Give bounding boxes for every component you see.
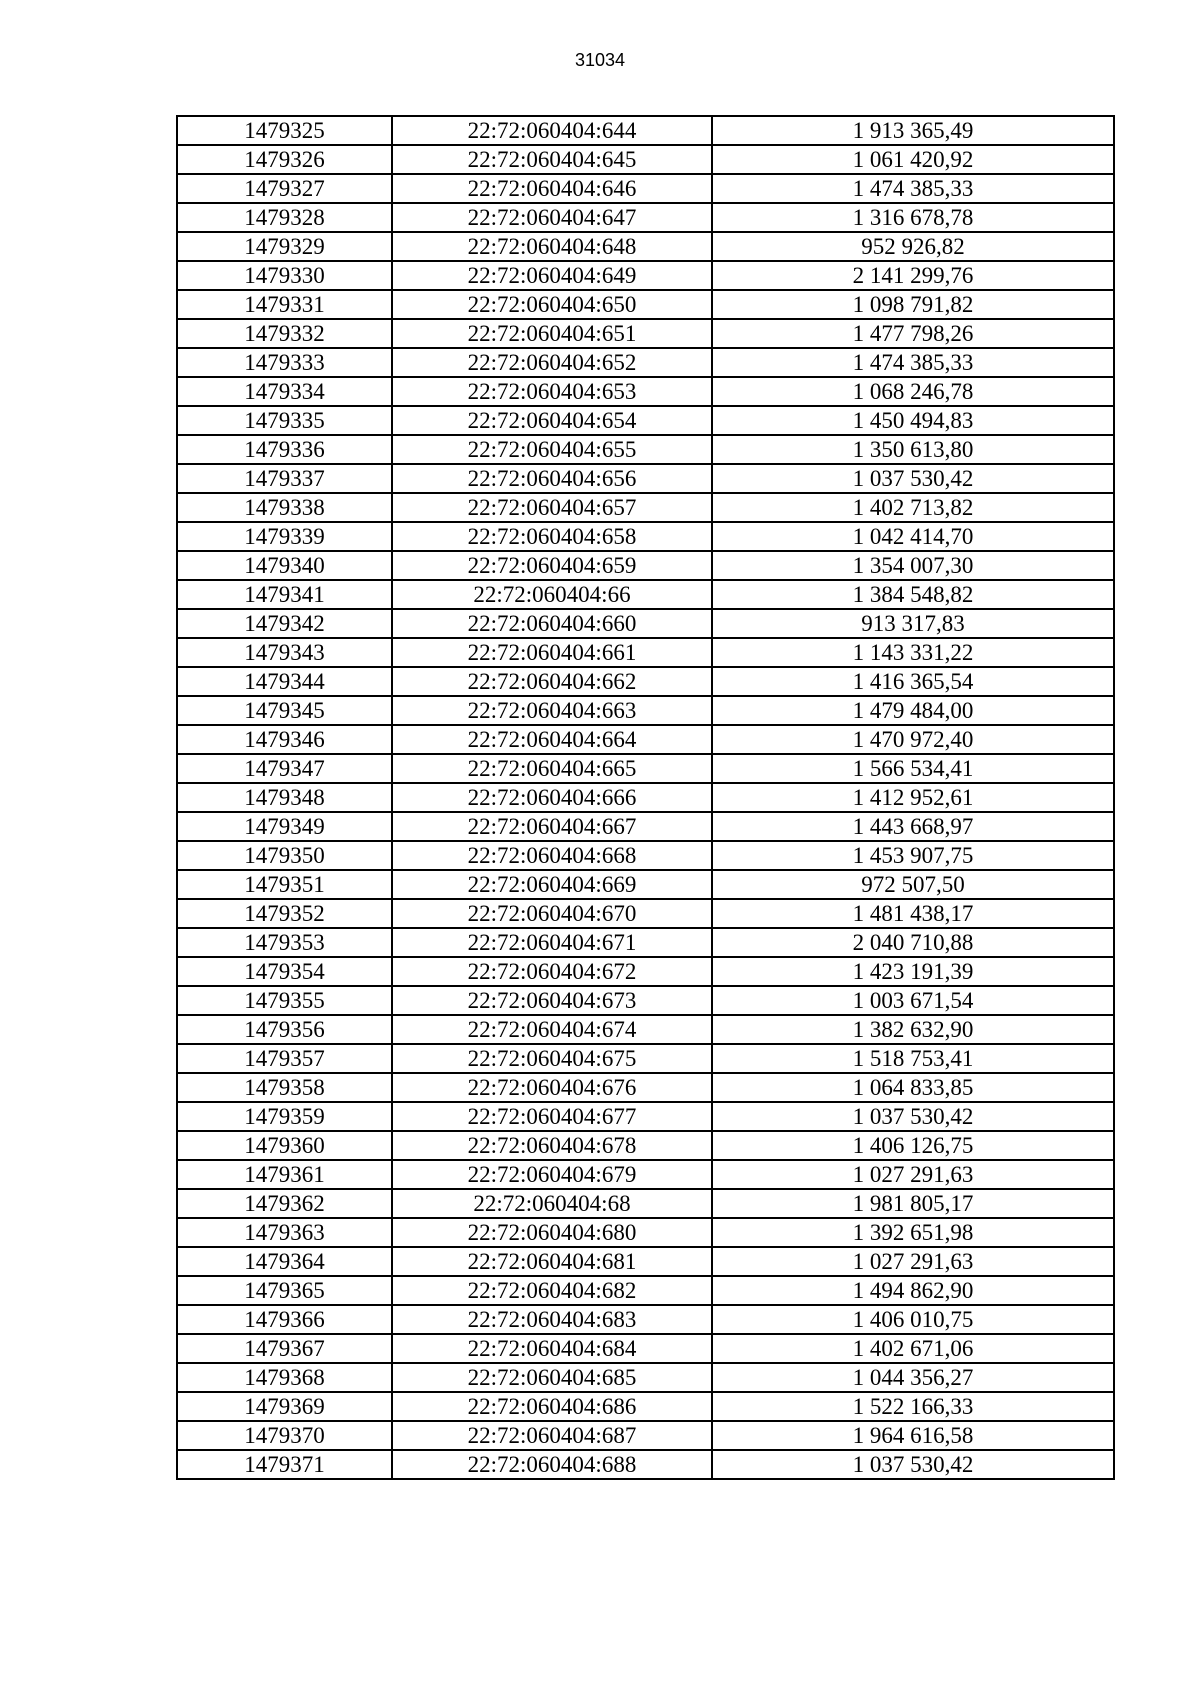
cadastral-number-cell: 22:72:060404:675 <box>392 1044 712 1073</box>
value-cell: 1 316 678,78 <box>712 203 1114 232</box>
record-id-cell: 1479339 <box>177 522 392 551</box>
cadastral-number-cell: 22:72:060404:676 <box>392 1073 712 1102</box>
table-row <box>177 1247 1114 1276</box>
table-row <box>177 1073 1114 1102</box>
table-row <box>177 406 1114 435</box>
record-id-cell: 1479363 <box>177 1218 392 1247</box>
table-row <box>177 1131 1114 1160</box>
record-id-cell: 1479334 <box>177 377 392 406</box>
record-id-cell: 1479348 <box>177 783 392 812</box>
value-cell: 1 481 438,17 <box>712 899 1114 928</box>
table-row <box>177 580 1114 609</box>
record-id-cell: 1479336 <box>177 435 392 464</box>
table-row <box>177 1305 1114 1334</box>
record-id-cell: 1479365 <box>177 1276 392 1305</box>
value-cell: 1 416 365,54 <box>712 667 1114 696</box>
record-id-cell: 1479338 <box>177 493 392 522</box>
table-row <box>177 725 1114 754</box>
cadastral-number-cell: 22:72:060404:644 <box>392 116 712 145</box>
cadastral-number-cell: 22:72:060404:666 <box>392 783 712 812</box>
value-cell: 2 040 710,88 <box>712 928 1114 957</box>
value-cell: 1 068 246,78 <box>712 377 1114 406</box>
record-id-cell: 1479351 <box>177 870 392 899</box>
table-row <box>177 783 1114 812</box>
value-cell: 1 350 613,80 <box>712 435 1114 464</box>
value-cell: 1 443 668,97 <box>712 812 1114 841</box>
record-id-cell: 1479355 <box>177 986 392 1015</box>
cadastral-number-cell: 22:72:060404:654 <box>392 406 712 435</box>
cadastral-number-cell: 22:72:060404:68 <box>392 1189 712 1218</box>
table-row <box>177 348 1114 377</box>
record-id-cell: 1479329 <box>177 232 392 261</box>
cadastral-number-cell: 22:72:060404:687 <box>392 1421 712 1450</box>
value-cell: 1 423 191,39 <box>712 957 1114 986</box>
cadastral-number-cell: 22:72:060404:684 <box>392 1334 712 1363</box>
record-id-cell: 1479342 <box>177 609 392 638</box>
value-cell: 1 412 952,61 <box>712 783 1114 812</box>
table-row <box>177 609 1114 638</box>
value-cell: 1 037 530,42 <box>712 1450 1114 1479</box>
cadastral-number-cell: 22:72:060404:649 <box>392 261 712 290</box>
cadastral-number-cell: 22:72:060404:669 <box>392 870 712 899</box>
cadastral-number-cell: 22:72:060404:647 <box>392 203 712 232</box>
cadastral-number-cell: 22:72:060404:688 <box>392 1450 712 1479</box>
cadastral-number-cell: 22:72:060404:680 <box>392 1218 712 1247</box>
table-row <box>177 696 1114 725</box>
cadastral-number-cell: 22:72:060404:670 <box>392 899 712 928</box>
value-cell: 1 402 671,06 <box>712 1334 1114 1363</box>
record-id-cell: 1479349 <box>177 812 392 841</box>
table-row <box>177 899 1114 928</box>
cadastral-number-cell: 22:72:060404:656 <box>392 464 712 493</box>
value-cell: 972 507,50 <box>712 870 1114 899</box>
record-id-cell: 1479330 <box>177 261 392 290</box>
cadastral-number-cell: 22:72:060404:674 <box>392 1015 712 1044</box>
value-cell: 1 392 651,98 <box>712 1218 1114 1247</box>
table-row <box>177 986 1114 1015</box>
record-id-cell: 1479352 <box>177 899 392 928</box>
data-table <box>176 115 1115 1480</box>
cadastral-number-cell: 22:72:060404:686 <box>392 1392 712 1421</box>
cadastral-number-cell: 22:72:060404:651 <box>392 319 712 348</box>
value-cell: 1 027 291,63 <box>712 1247 1114 1276</box>
record-id-cell: 1479325 <box>177 116 392 145</box>
cadastral-number-cell: 22:72:060404:678 <box>392 1131 712 1160</box>
record-id-cell: 1479357 <box>177 1044 392 1073</box>
value-cell: 1 402 713,82 <box>712 493 1114 522</box>
cadastral-number-cell: 22:72:060404:668 <box>392 841 712 870</box>
table-row <box>177 638 1114 667</box>
table-row <box>177 1334 1114 1363</box>
table-row <box>177 116 1114 145</box>
cadastral-number-cell: 22:72:060404:671 <box>392 928 712 957</box>
value-cell: 1 406 010,75 <box>712 1305 1114 1334</box>
cadastral-number-cell: 22:72:060404:661 <box>392 638 712 667</box>
table-row <box>177 1392 1114 1421</box>
table-row <box>177 1015 1114 1044</box>
value-cell: 1 477 798,26 <box>712 319 1114 348</box>
cadastral-number-cell: 22:72:060404:645 <box>392 145 712 174</box>
value-cell: 1 044 356,27 <box>712 1363 1114 1392</box>
value-cell: 1 037 530,42 <box>712 464 1114 493</box>
record-id-cell: 1479326 <box>177 145 392 174</box>
cadastral-number-cell: 22:72:060404:677 <box>392 1102 712 1131</box>
cadastral-number-cell: 22:72:060404:664 <box>392 725 712 754</box>
value-cell: 1 913 365,49 <box>712 116 1114 145</box>
page-number: 31034 <box>574 50 626 70</box>
record-id-cell: 1479354 <box>177 957 392 986</box>
value-cell: 1 064 833,85 <box>712 1073 1114 1102</box>
value-cell: 913 317,83 <box>712 609 1114 638</box>
record-id-cell: 1479360 <box>177 1131 392 1160</box>
value-cell: 1 450 494,83 <box>712 406 1114 435</box>
cadastral-number-cell: 22:72:060404:685 <box>392 1363 712 1392</box>
record-id-cell: 1479344 <box>177 667 392 696</box>
table-row <box>177 551 1114 580</box>
cadastral-number-cell: 22:72:060404:681 <box>392 1247 712 1276</box>
value-cell: 1 406 126,75 <box>712 1131 1114 1160</box>
record-id-cell: 1479369 <box>177 1392 392 1421</box>
table-row <box>177 522 1114 551</box>
value-cell: 1 522 166,33 <box>712 1392 1114 1421</box>
cadastral-number-cell: 22:72:060404:658 <box>392 522 712 551</box>
value-cell: 1 027 291,63 <box>712 1160 1114 1189</box>
table-row <box>177 493 1114 522</box>
record-id-cell: 1479347 <box>177 754 392 783</box>
value-cell: 1 042 414,70 <box>712 522 1114 551</box>
cadastral-number-cell: 22:72:060404:646 <box>392 174 712 203</box>
table-row <box>177 812 1114 841</box>
value-cell: 952 926,82 <box>712 232 1114 261</box>
record-id-cell: 1479356 <box>177 1015 392 1044</box>
record-id-cell: 1479367 <box>177 1334 392 1363</box>
cadastral-number-cell: 22:72:060404:665 <box>392 754 712 783</box>
record-id-cell: 1479343 <box>177 638 392 667</box>
value-cell: 1 981 805,17 <box>712 1189 1114 1218</box>
cadastral-number-cell: 22:72:060404:652 <box>392 348 712 377</box>
table-row <box>177 957 1114 986</box>
value-cell: 1 003 671,54 <box>712 986 1114 1015</box>
table-row <box>177 1189 1114 1218</box>
record-id-cell: 1479368 <box>177 1363 392 1392</box>
table-row <box>177 435 1114 464</box>
value-cell: 1 384 548,82 <box>712 580 1114 609</box>
record-id-cell: 1479371 <box>177 1450 392 1479</box>
table-row <box>177 1160 1114 1189</box>
cadastral-number-cell: 22:72:060404:648 <box>392 232 712 261</box>
value-cell: 1 494 862,90 <box>712 1276 1114 1305</box>
record-id-cell: 1479345 <box>177 696 392 725</box>
table-row <box>177 464 1114 493</box>
record-id-cell: 1479366 <box>177 1305 392 1334</box>
value-cell: 1 474 385,33 <box>712 348 1114 377</box>
record-id-cell: 1479335 <box>177 406 392 435</box>
cadastral-number-cell: 22:72:060404:653 <box>392 377 712 406</box>
cadastral-number-cell: 22:72:060404:650 <box>392 290 712 319</box>
record-id-cell: 1479341 <box>177 580 392 609</box>
table-row <box>177 1044 1114 1073</box>
value-cell: 1 566 534,41 <box>712 754 1114 783</box>
record-id-cell: 1479358 <box>177 1073 392 1102</box>
record-id-cell: 1479332 <box>177 319 392 348</box>
record-id-cell: 1479364 <box>177 1247 392 1276</box>
cadastral-number-cell: 22:72:060404:667 <box>392 812 712 841</box>
value-cell: 1 479 484,00 <box>712 696 1114 725</box>
value-cell: 1 037 530,42 <box>712 1102 1114 1131</box>
record-id-cell: 1479362 <box>177 1189 392 1218</box>
table-row <box>177 754 1114 783</box>
cadastral-number-cell: 22:72:060404:679 <box>392 1160 712 1189</box>
cadastral-number-cell: 22:72:060404:673 <box>392 986 712 1015</box>
cadastral-number-cell: 22:72:060404:682 <box>392 1276 712 1305</box>
record-id-cell: 1479337 <box>177 464 392 493</box>
record-id-cell: 1479361 <box>177 1160 392 1189</box>
table-row <box>177 1450 1114 1479</box>
table-row <box>177 1421 1114 1450</box>
record-id-cell: 1479359 <box>177 1102 392 1131</box>
value-cell: 1 354 007,30 <box>712 551 1114 580</box>
table-row <box>177 1102 1114 1131</box>
table-body <box>177 116 1114 1479</box>
record-id-cell: 1479331 <box>177 290 392 319</box>
table-row <box>177 841 1114 870</box>
record-id-cell: 1479370 <box>177 1421 392 1450</box>
value-cell: 1 964 616,58 <box>712 1421 1114 1450</box>
table-row <box>177 232 1114 261</box>
table-row <box>177 870 1114 899</box>
cadastral-number-cell: 22:72:060404:663 <box>392 696 712 725</box>
table-row <box>177 1363 1114 1392</box>
record-id-cell: 1479353 <box>177 928 392 957</box>
value-cell: 1 098 791,82 <box>712 290 1114 319</box>
cadastral-number-cell: 22:72:060404:660 <box>392 609 712 638</box>
table-row <box>177 1276 1114 1305</box>
table-row <box>177 319 1114 348</box>
value-cell: 2 141 299,76 <box>712 261 1114 290</box>
cadastral-number-cell: 22:72:060404:659 <box>392 551 712 580</box>
cadastral-number-cell: 22:72:060404:657 <box>392 493 712 522</box>
value-cell: 1 382 632,90 <box>712 1015 1114 1044</box>
table-row <box>177 203 1114 232</box>
record-id-cell: 1479328 <box>177 203 392 232</box>
table-row <box>177 928 1114 957</box>
value-cell: 1 470 972,40 <box>712 725 1114 754</box>
record-id-cell: 1479350 <box>177 841 392 870</box>
record-id-cell: 1479327 <box>177 174 392 203</box>
table-row <box>177 667 1114 696</box>
table-row <box>177 377 1114 406</box>
table-row <box>177 145 1114 174</box>
value-cell: 1 518 753,41 <box>712 1044 1114 1073</box>
cadastral-number-cell: 22:72:060404:66 <box>392 580 712 609</box>
table-row <box>177 1218 1114 1247</box>
record-id-cell: 1479346 <box>177 725 392 754</box>
cadastral-number-cell: 22:72:060404:662 <box>392 667 712 696</box>
cadastral-number-cell: 22:72:060404:655 <box>392 435 712 464</box>
table-row <box>177 174 1114 203</box>
value-cell: 1 474 385,33 <box>712 174 1114 203</box>
value-cell: 1 061 420,92 <box>712 145 1114 174</box>
cadastral-number-cell: 22:72:060404:683 <box>392 1305 712 1334</box>
value-cell: 1 143 331,22 <box>712 638 1114 667</box>
cadastral-number-cell: 22:72:060404:672 <box>392 957 712 986</box>
value-cell: 1 453 907,75 <box>712 841 1114 870</box>
record-id-cell: 1479333 <box>177 348 392 377</box>
table-row <box>177 290 1114 319</box>
table-row <box>177 261 1114 290</box>
record-id-cell: 1479340 <box>177 551 392 580</box>
